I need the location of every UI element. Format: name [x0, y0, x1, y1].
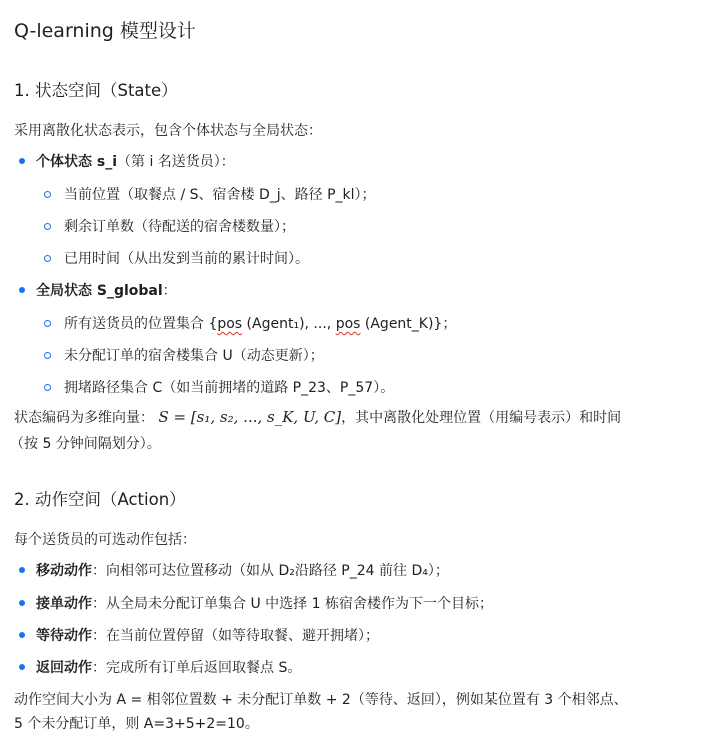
- sub-bullet: [44, 377, 394, 397]
- bullet-ring: [44, 384, 51, 391]
- bullet-ring: [44, 191, 51, 198]
- bullet-ring: [44, 255, 51, 262]
- bullet-text: ：从全局未分配订单集合 U 中选择 1 栋宿舍楼作为下一个目标；: [92, 596, 493, 612]
- bullet-bold: 全局状态 S_global: [36, 283, 163, 299]
- bullet-action: [14, 560, 449, 580]
- bullet-bold: 接单动作: [36, 596, 92, 612]
- bullet-dot: [19, 600, 25, 606]
- page-title: Q-learning 模型设计: [14, 20, 196, 42]
- sub-bullet: [44, 216, 295, 236]
- spellcheck-word: pos: [335, 316, 361, 332]
- action-size-line-1: 动作空间大小为 A = 相邻位置数 + 未分配订单数 + 2（等待、返回），例如某位置有 3 个相邻点、: [14, 692, 628, 708]
- sub-bullet: [44, 345, 324, 365]
- bullet-bold: 个体状态 s_i: [36, 154, 118, 170]
- action-intro: 每个送货员的可选动作包括：: [14, 532, 196, 548]
- bullet-text: （第 i 名送货员）：: [117, 154, 235, 170]
- sub-bullet-text: (Agent₁), ...,: [242, 316, 336, 332]
- bullet-ring: [44, 352, 51, 359]
- state-encoding-line-2: （按 5 分钟间隔划分）。: [10, 436, 161, 452]
- section-heading-action: 2. 动作空间（Action）: [14, 490, 186, 509]
- section-heading-state: 1. 状态空间（State）: [14, 81, 178, 100]
- bullet-action: [14, 593, 493, 613]
- bullet-text: ：完成所有订单后返回取餐点 S。: [92, 660, 302, 676]
- bullet-bold: 返回动作: [36, 660, 92, 676]
- sub-bullet-text: 当前位置（取餐点 / S、宿舍楼 D_j、路径 P_kl）；: [64, 187, 376, 203]
- encoding-text: ，其中离散化处理位置（用编号表示）和时间: [341, 410, 622, 426]
- sub-bullet-text: 剩余订单数（待配送的宿舍楼数量）；: [64, 219, 295, 235]
- bullet-dot: [19, 664, 25, 670]
- sub-bullet-text: 所有送货员的位置集合 {: [64, 316, 218, 332]
- sub-bullet-text: 未分配订单的宿舍楼集合 U（动态更新）；: [64, 348, 324, 364]
- bullet-text: ：: [162, 283, 177, 299]
- encoding-text: 状态编码为多维向量：: [14, 410, 154, 426]
- sub-bullet-text: (Agent_K)}；: [360, 316, 457, 332]
- spellcheck-word: pos: [217, 316, 243, 332]
- sub-bullet: [44, 248, 309, 268]
- sub-bullet: [44, 313, 456, 333]
- bullet-ring: [44, 223, 51, 230]
- bullet-action: [14, 625, 379, 645]
- bullet-dot: [19, 158, 25, 164]
- math-formula: S = [s₁, s₂, ..., s_K, U, C]: [158, 408, 342, 426]
- bullet-action: [14, 657, 301, 677]
- state-intro: 采用离散化状态表示，包含个体状态与全局状态：: [14, 123, 322, 139]
- bullet-bold: 移动动作: [36, 563, 92, 579]
- sub-bullet-text: 已用时间（从出发到当前的累计时间）。: [64, 251, 309, 267]
- bullet-dot: [19, 287, 25, 293]
- sub-bullet: [44, 184, 376, 204]
- bullet-individual-state: [14, 151, 235, 171]
- bullet-global-state: [14, 280, 177, 300]
- bullet-text: ：向相邻可达位置移动（如从 D₂沿路径 P_24 前往 D₄）；: [92, 563, 449, 579]
- state-encoding-line: [14, 407, 621, 427]
- sub-bullet-text: 拥堵路径集合 C（如当前拥堵的道路 P_23、P_57）。: [64, 380, 395, 396]
- bullet-bold: 等待动作: [36, 628, 92, 644]
- bullet-text: ：在当前位置停留（如等待取餐、避开拥堵）；: [92, 628, 379, 644]
- bullet-dot: [19, 632, 25, 638]
- bullet-dot: [19, 567, 25, 573]
- bullet-ring: [44, 320, 51, 327]
- action-size-line-2: 5 个未分配订单，则 A=3+5+2=10。: [14, 716, 259, 732]
